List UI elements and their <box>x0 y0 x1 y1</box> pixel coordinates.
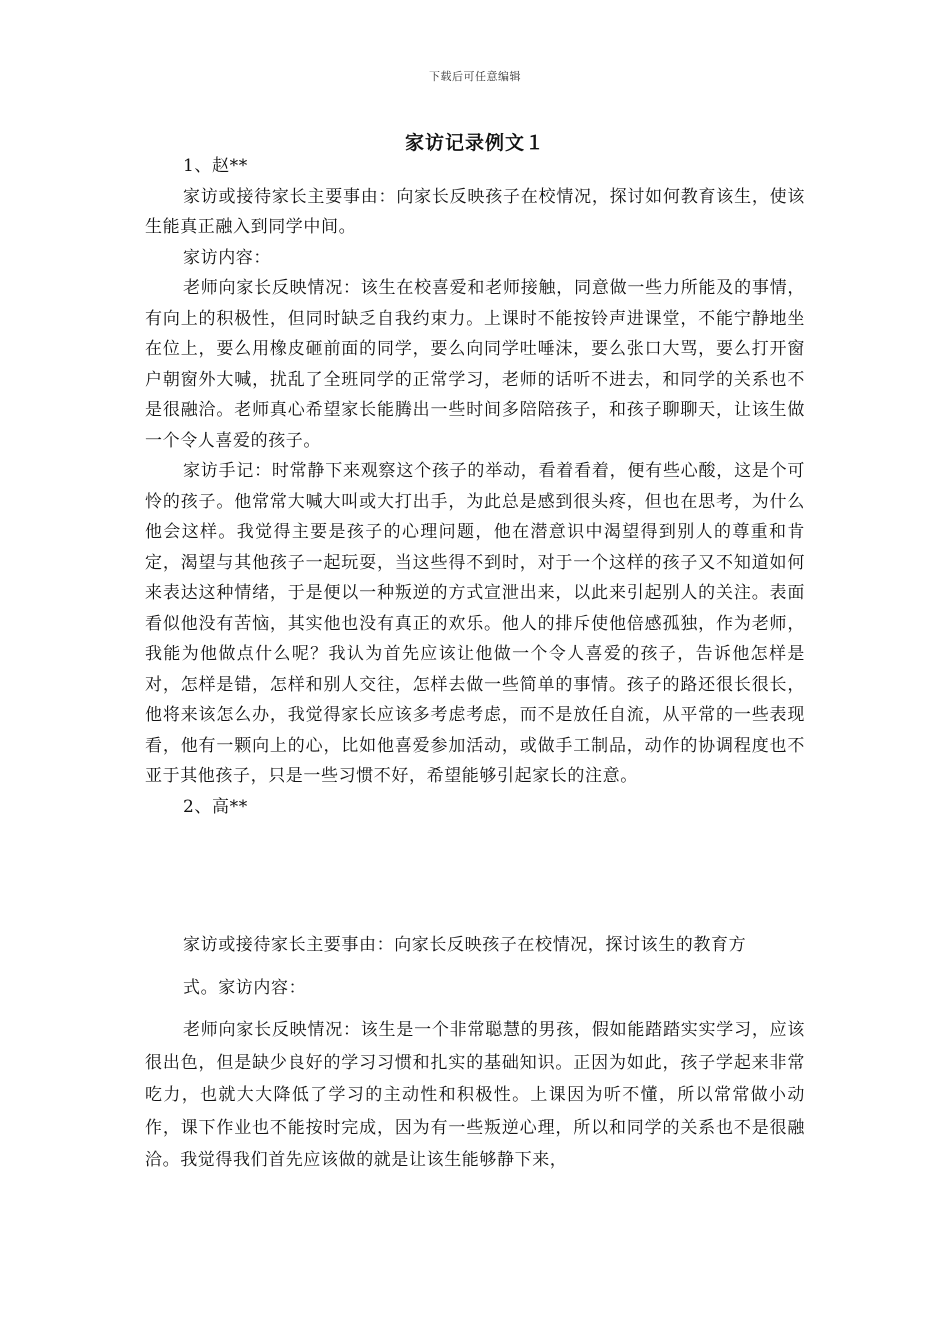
section-two-body <box>145 1014 805 1177</box>
section-two-reason-line1: 家访或接待家长主要事由：向家长反映孩子在校情况，探讨该生的教育方 <box>183 935 747 955</box>
section-one-content-label: 家访内容： <box>183 247 271 268</box>
document-title: 家访记录例文１ <box>404 132 545 154</box>
section-one-teacher-report: 老师向家长反映情况：该生在校喜爱和老师接触，同意做一些力所能及的事情，有向上的积极性，但同时缺乏自我约束力。上课时不能按铃声进课堂，不能宁静地坐在位上，要么用橡皮砸前面的同学，要么向同学吐唾沫，要么张口大骂，要么打开窗户朝窗外大喊，扰乱了全班同学的正常学习，老师的话听不进去，和同学的关系也不是很融洽。老师真心希望家长能腾出一些时间多陪陪孩子，和孩子聊聊天，让该生做一个令人喜爱的孩子。 <box>145 278 805 451</box>
section-one-heading: 1、赵** <box>183 156 248 176</box>
section-one-notes: 家访手记：时常静下来观察这个孩子的举动，看着看着，便有些心酸，这是个可怜的孩子。他常常大喊大叫或大打出手，为此总是感到很头疼，但也在思考，为什么他会这样。我觉得主要是孩子的心理问题，他在潜意识中渴望得到别人的尊重和肯定，渴望与其他孩子一起玩耍，当这些得不到时，对于一个这样的孩子又不知道如何来表达这种情绪，于是便以一种叛逆的方式宣泄出来，以此来引起别人的关注。表面看似他没有苦恼，其实他也没有真正的欢乐。他人的排斥使他倍感孤独，作为老师，我能为他做点什么呢？我认为首先应该让他做一个令人喜爱的孩子，告诉他怎样是对，怎样是错，怎样和别人交往，怎样去做一些简单的事情。孩子的路还很长很长，他将来该怎么办，我觉得家长应该多考虑考虑，而不是放任自流，从平常的一些表现看，他有一颗向上的心，比如他喜爱参加活动，或做手工制品，动作的协调程度也不亚于其他孩子，只是一些习惯不好，希望能够引起家长的注意。 <box>145 461 805 786</box>
section-two-reason-line2: 式。家访内容： <box>183 978 307 998</box>
section-one <box>145 151 805 822</box>
header-note: 下载后可任意编辑 <box>429 70 521 83</box>
section-one-reason: 家访或接待家长主要事由：向家长反映孩子在校情况，探讨如何教育该生，使该生能真正融入到同学中间。 <box>145 186 805 237</box>
section-two-heading: 2、高** <box>183 796 248 817</box>
section-two-teacher-report: 老师向家长反映情况：该生是一个非常聪慧的男孩，假如能踏踏实实学习，应该很出色，但是缺少良好的学习习惯和扎实的基础知识。正因为如此，孩子学起来非常吃力，也就大大降低了学习的主动性和积极性。上课因为听不懂，所以常常做小动作，课下作业也不能按时完成，因为有一些叛逆心理，所以和同学的关系也不是很融洽。我觉得我们首先应该做的就是让该生能够静下来， <box>145 1020 805 1170</box>
section-two-reason <box>145 924 805 1010</box>
